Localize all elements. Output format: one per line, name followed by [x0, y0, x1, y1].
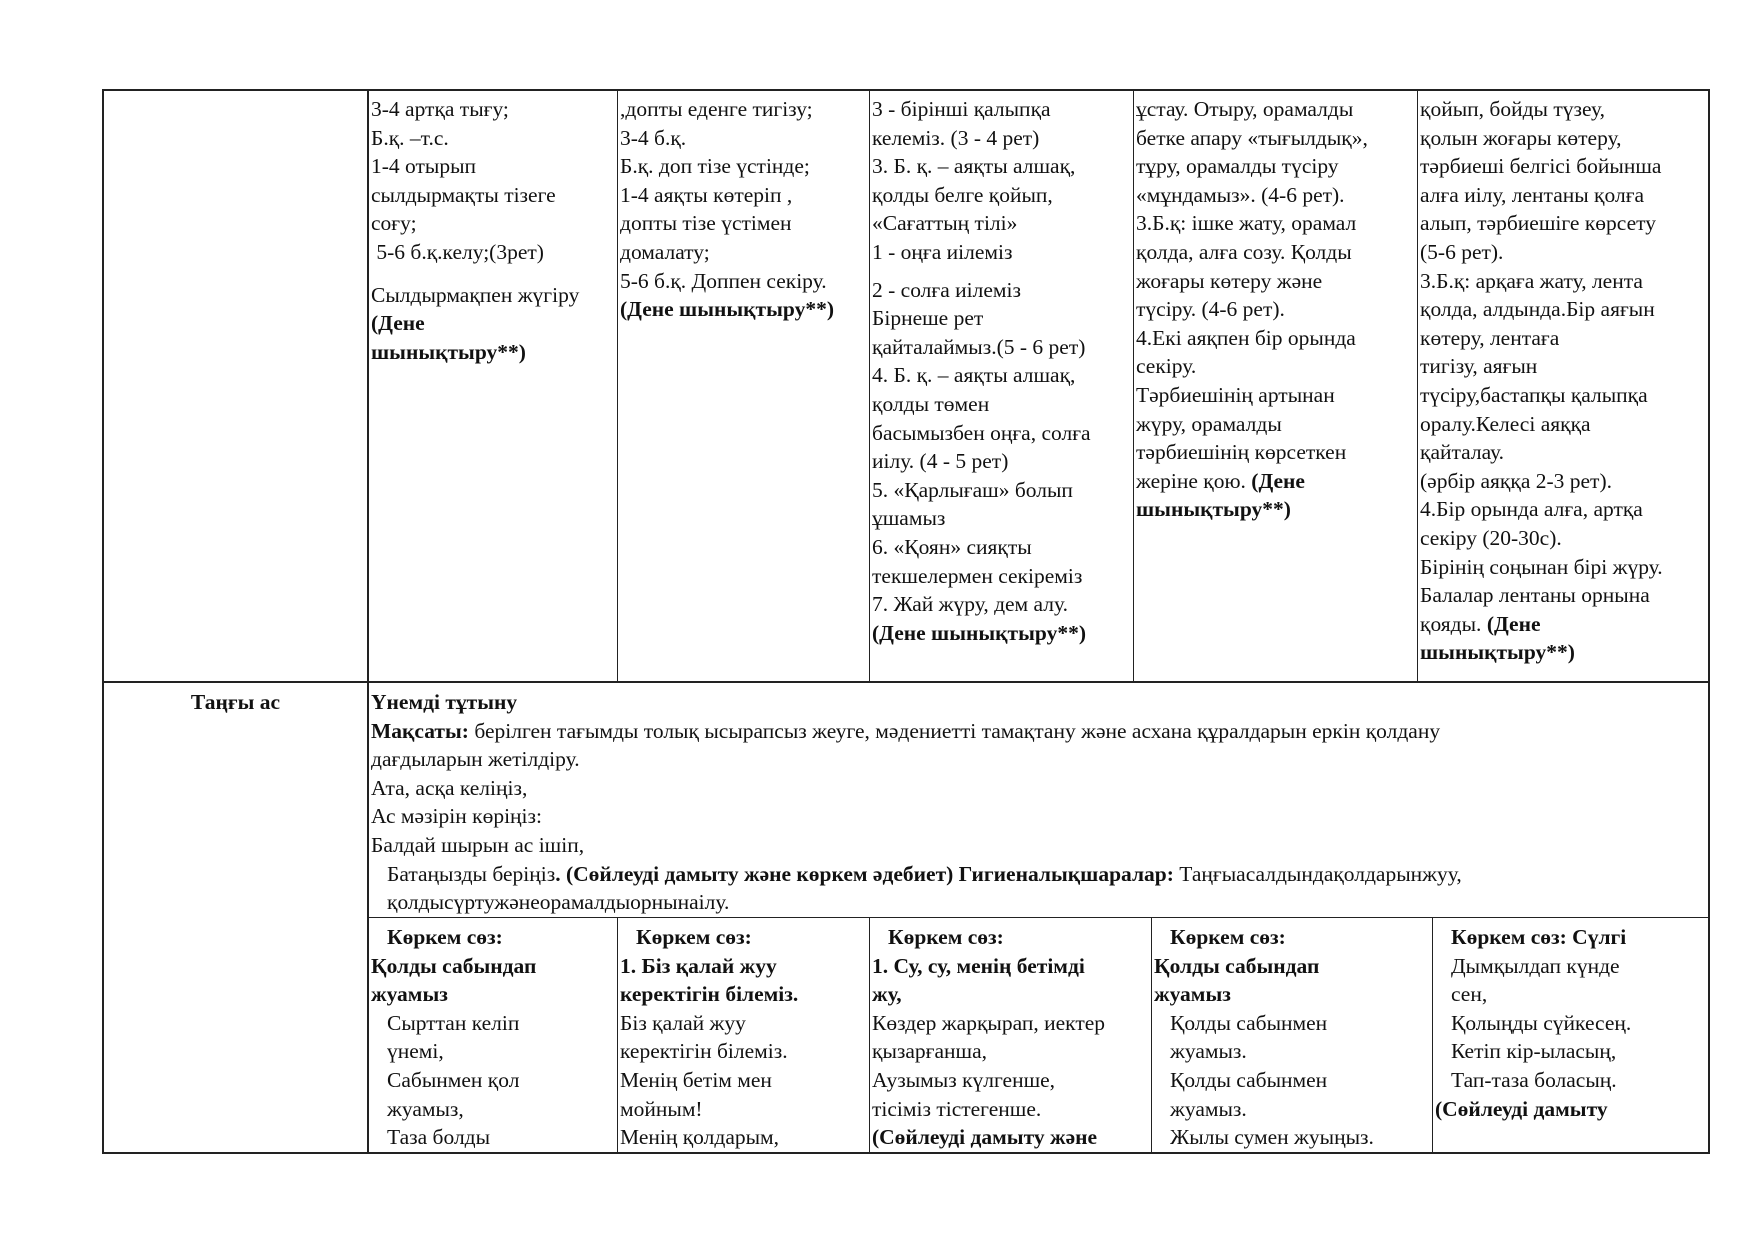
poem-cell-2: Көркем сөз: 1. Біз қалай жуу керектігін білеміз. Біз қалай жуу керектігін білеміз. Менің бетім мен мойным! Менің қолдарым,: [620, 925, 799, 1150]
table-border-bottom: [102, 1152, 1710, 1154]
exercise-cell-5: қойып, бойды түзеу, қолын жоғары көтеру, тәрбиеші белгісі бойынша алға иілу, лентаны қолға алып, тәрбиешіге көрсету (5-6 рет). 3.Б.қ: арқаға жату, лента қолда, алдында.Бір аяғын көтеру, лентаға тигізу, аяғын түсіру,бастапқы қалыпқа оралу.Келесі аяққа қайталау. (әрбір аяққа 2-3 рет). 4.Бір орында алға, артқа секіру (20-30с). Бірінің соңынан бірі жүру. Балалар лентаны орнына қояды. (Дене шынықтыру**): [1420, 97, 1663, 665]
exercise-cell-1: 3-4 артқа тығу; Б.қ. –т.с. 1-4 отырып сылдырмақты тізеге соғу; 5-6 б.қ.келу;(3рет) Сылдырмақпен жүгіру (Дене шынықтыру**): [371, 97, 580, 364]
poem-cell-4: Көркем сөз: Қолды сабындап жуамыз Қолды сабынмен жуамыз. Қолды сабынмен жуамыз. Жылы сумен жуыңыз.: [1154, 925, 1374, 1150]
exercise-cell-2: ,допты еденге тигізу; 3-4 б.қ. Б.қ. доп тізе үстінде; 1-4 аяқты көтеріп , допты тізе үстімен домалату; 5-6 б.қ. Доппен секіру. (Дене шынықтыру**): [620, 97, 834, 322]
exercise-cell-3: 3 - бірінші қалыпқа келеміз. (3 - 4 рет) 3. Б. қ. – аяқты алшақ, қолды белге қойып, «Сағаттың тілі» 1 - оңға иілеміз 2 - солға иілеміз Бірнеше рет қайталаймыз.(5 - 6 рет) 4. Б. қ. – аяқты алшақ, қолды төмен басымызбен оңға, солға иілу. (4 - 5 рет) 5. «Қарлығаш» болып ұшамыз 6. «Қоян» сияқты текшелермен секіреміз 7. Жай жүру, дем алу. (Дене шынықтыру**): [872, 97, 1091, 645]
poem-cell-1: Көркем сөз: Қолды сабындап жуамыз Сырттан келіп үнемі, Сабынмен қол жуамыз, Таза болды: [371, 925, 537, 1150]
row-label-breakfast: Таңғы ас: [190, 690, 281, 714]
table-border-top: [102, 89, 1710, 91]
breakfast-cell: Үнемді тұтыну Мақсаты: берілген тағымды толық ысырапсыз жеуге, мәдениетті тамақтану және асхана құралдарын еркін қолдану дағдыларын жетілдіру. Ата, асқа келіңіз, Ас мәзірін көріңіз: Балдай шырын ас ішіп, Батаңызды беріңіз. (Сөйлеуді дамыту және көркем әдебиет) Гигиеналықшаралар: Таңғыасалдындақолдарынжуу, қолдысүртужәнеорамалдыорнынаілу.: [371, 690, 1462, 915]
table-border-left: [102, 89, 104, 1154]
table-border-row2: [367, 917, 1710, 918]
poem-cell-3: Көркем сөз: 1. Су, су, менің бетімді жу, Көздер жарқырап, иектер қызарғанша, Аузымыз күлгенше, тісіміз тістегенше. (Сөйлеуді дамыту және: [872, 925, 1106, 1150]
table-border-row1: [102, 681, 1710, 683]
poem-cell-5: Көркем сөз: Сүлгі Дымқылдап күнде сен, Қолыңды сүйкесең. Кетіп кір-ыласың, Тап-таза боласың. (Сөйлеуді дамыту: [1435, 925, 1632, 1121]
exercise-cell-4: ұстау. Отыру, орамалды бетке апару «тығылдық», тұру, орамалды түсіру «мұндамыз». (4-6 рет). 3.Б.қ: ішке жату, орамал қолда, алға созу. Қолды жоғары көтеру және түсіру. (4-6 рет). 4.Екі аяқпен бір орында секіру. Тәрбиешінің артынан жүру, орамалды тәрбиешінің көрсеткен жеріне қою. (Дене шынықтыру**): [1136, 97, 1368, 522]
